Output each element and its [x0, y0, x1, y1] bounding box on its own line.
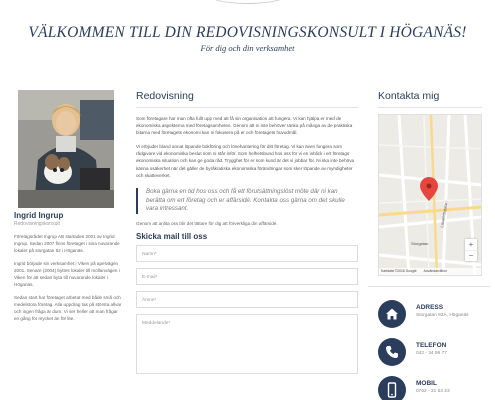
contact-label: MOBIL [416, 380, 437, 387]
mobile-icon-circle [378, 376, 406, 400]
bio-paragraph: Sedan start har företaget arbetat med både små och medelstora företag. Alla uppdrag tas på största allvar och ingen fråga är dum. Vi ser heller att man frågar en gång för mycket än för lite. [14, 295, 122, 321]
map-street-label: Storgatan [411, 241, 429, 246]
map-street-label: Lasarettsgatan [439, 200, 449, 228]
home-icon [378, 300, 406, 328]
intro-text [136, 115, 358, 179]
contact-divider [368, 286, 490, 287]
zoom-in-button[interactable]: + [468, 240, 474, 249]
google-map[interactable] [378, 114, 482, 276]
site-title: VÄLKOMMEN TILL DIN REDOVISNINGSKONSULT I HÖGANÄS! [28, 24, 467, 41]
map-attribution: Kartdata ©2016 Google [381, 269, 417, 273]
site-tagline: För dig och din verksamhet [200, 43, 295, 53]
profile-column [14, 90, 124, 322]
contact-title: Kontakta mig [378, 90, 482, 108]
contact-value: 042 - 34 96 77 [416, 351, 447, 356]
top-decoration [205, 0, 290, 4]
profile-name: Ingrid Ingrup [14, 211, 64, 220]
name-input[interactable]: Namn* [136, 245, 358, 262]
intro-paragraph: Som företagare har man ofta fullt upp med att få sin organisation att fungera. Vi kan hjälpa er med de ekonomiska aspekterna med företagsamheten. Genom att ni inte behöver tänka på många av de praktiska bitarna med företagets ekonomi kan ni fokusera på er och företagets huvudmål. [136, 116, 353, 136]
contact-label: TELEFON [416, 342, 447, 349]
profile-bio [14, 233, 124, 322]
map-terms-link[interactable]: Användarvillkor [423, 269, 447, 273]
blockquote: Boka gärna en tid hos oss och få ett förutsättningslöst möte där ni kan berätta om ert företag och er affärsidé. Kontakta oss gärna om det skulle vara intressant. [136, 188, 358, 214]
cta-text: Genom att anlita oss blir det lättare för dig att förverkliga din affärsidé. [136, 221, 278, 227]
site-header [0, 0, 495, 80]
bio-paragraph: Företagsrådet Ingrup AB startades 2001 av Ingrid Ingrup. Sedan 2007 finns företaget i sina nuvarande lokaler på storgatan 62 i Höganäs. [14, 234, 120, 253]
message-textarea[interactable]: Meddelande* [136, 314, 358, 374]
phone-icon [378, 338, 406, 366]
contact-label: ADRESS [416, 304, 444, 311]
section-title: Redovisning [136, 90, 358, 108]
intro-paragraph: Vi erbjuder bland annat löpande bokföring och lönehantering för ditt företag. Vi kan även fungera som rådgivare vid ekonomiska beslut som ni står inför. Som helhetsbund hos oss för vi en inblick i ert företags ekonomiska situation och kan ge goda råd. Trygghet för er som kund är det vi jobbar för. Ni ska inte behöva känna osäkerhet när det gäller de byråkratiska ekonomiska förändringar som sker löpande av myndigheter och skatteverket. [136, 144, 355, 178]
map-footer [379, 268, 482, 275]
contact-value: 0762 - 31 53 23 [416, 389, 450, 394]
contact-value: Storgatan 62A, Höganäs [416, 313, 469, 318]
contact-column [378, 90, 482, 276]
form-title: Skicka mail till oss [136, 232, 208, 242]
subject-input[interactable]: Ämne* [136, 291, 358, 308]
address-icon-circle [378, 300, 406, 328]
phone-icon-circle [378, 338, 406, 366]
zoom-out-button[interactable]: − [465, 250, 477, 261]
bio-paragraph: Ingrid började sin verksamhet i Viken på apelvägen 2001. Senare (2004) byttes lokaler till möllanvägen i Viken för att sedan byta till nuvarande lokaler i Höganäs. [14, 261, 120, 287]
email-input[interactable]: E-mail* [136, 268, 358, 285]
map-zoom-control [465, 239, 477, 261]
profile-role: Redovisningskonsult [14, 221, 60, 227]
mobile-icon [378, 376, 406, 400]
profile-photo [18, 90, 114, 208]
main-content [136, 90, 358, 374]
